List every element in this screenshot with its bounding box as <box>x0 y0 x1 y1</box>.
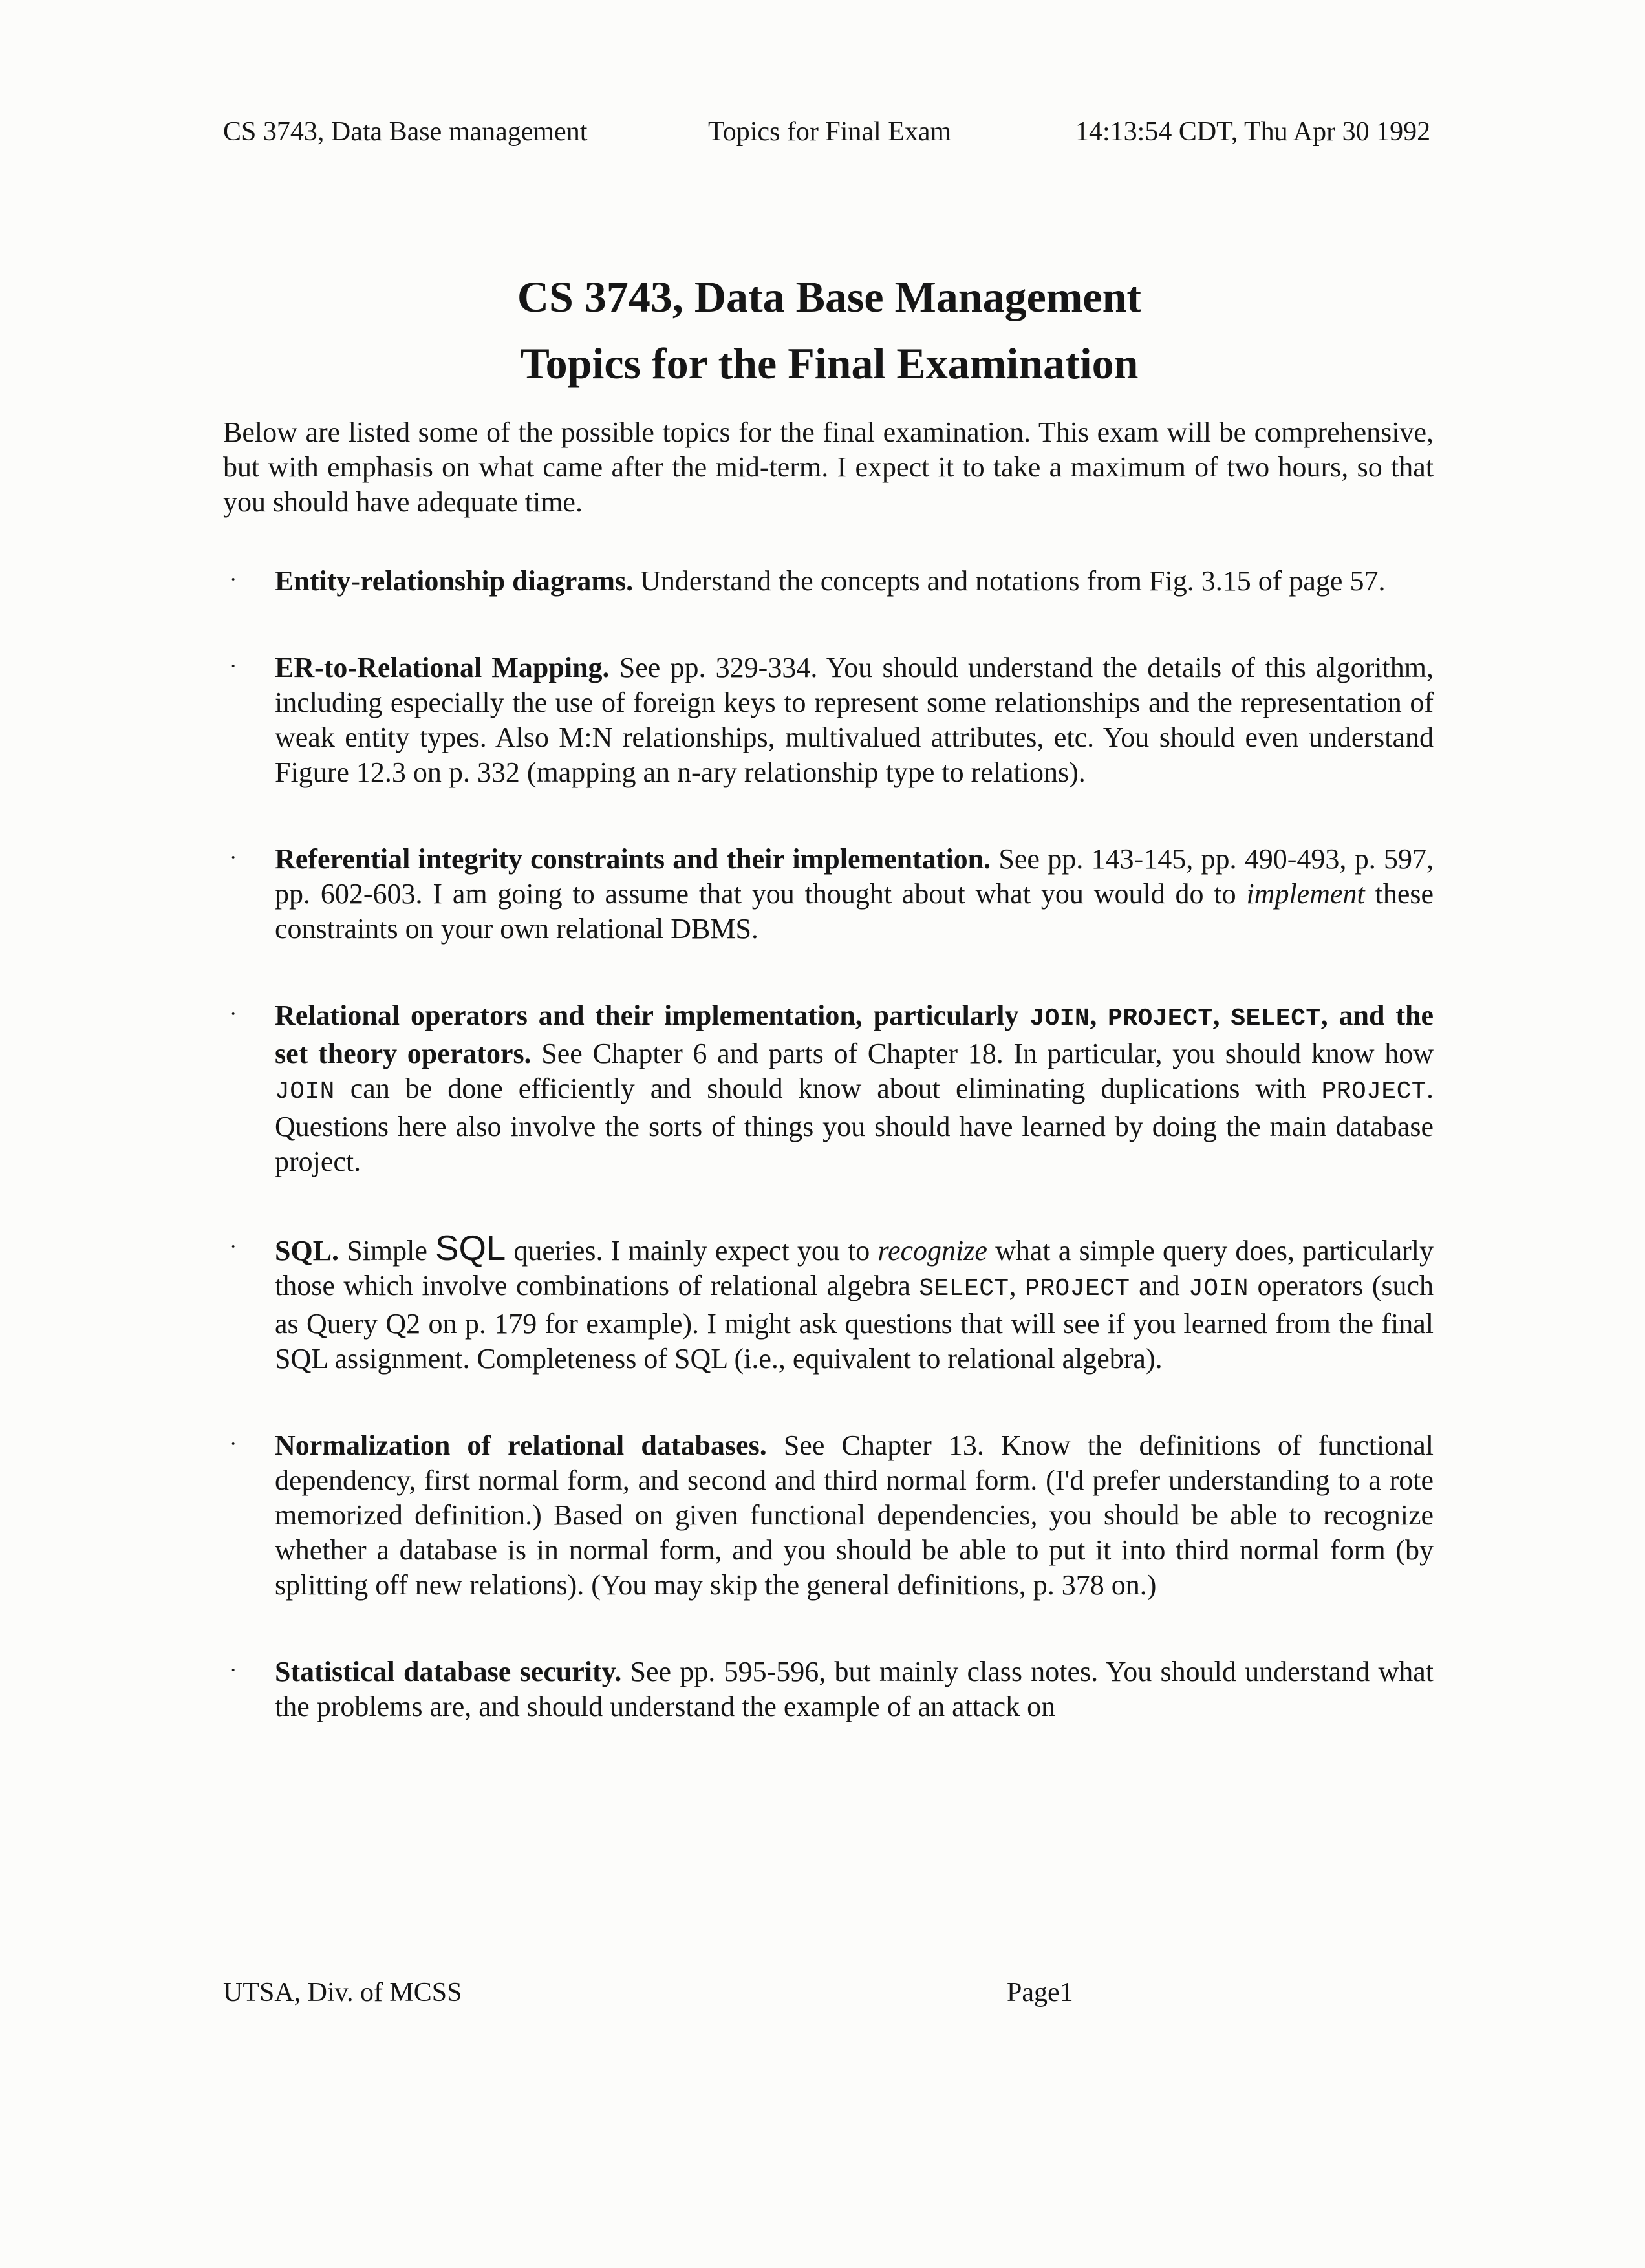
text-segment: JOIN <box>1029 1005 1090 1032</box>
topic-text <box>275 564 1434 599</box>
topic-item <box>223 1654 1434 1724</box>
topic-text <box>275 998 1434 1179</box>
text-segment: . Questions here also involve the sorts of things you should have learned by doing the main database project. <box>275 1073 1434 1177</box>
text-segment: JOIN <box>1188 1275 1249 1303</box>
header-course: CS 3743, Data Base management <box>223 117 588 147</box>
text-segment: SQL. <box>275 1235 339 1267</box>
text-segment: SELECT <box>919 1275 1009 1303</box>
topic-item <box>223 564 1434 599</box>
text-segment: Simple <box>339 1235 436 1267</box>
topic-item <box>223 1228 1434 1376</box>
text-segment: Relational operators and their implementation, particularly <box>275 1000 1030 1031</box>
text-segment: what a simple query does, particularly those which involve combinations of relational algebra <box>275 1235 1434 1301</box>
topic-item <box>223 998 1434 1179</box>
text-segment: these constraints on your own relational DBMS. <box>275 878 1434 945</box>
text-segment: See pp. 329-334. You should understand the details of this algorithm, including especially the use of foreign keys to represent some relationships and the representation of weak entity types. Also M:N relationships, multivalued attributes, etc. You should even understand Figure 12.3 on p. 332 (mapping an n-ary relationship type to relations). <box>275 652 1434 788</box>
text-segment: Statistical database security. <box>275 1656 622 1687</box>
title-line-1: CS 3743, Data Base Management <box>517 272 1142 321</box>
text-segment: Referential integrity constraints and their implementation. <box>275 843 991 875</box>
bullet-icon: · <box>230 654 237 678</box>
header-subject: Topics for Final Exam <box>708 117 952 147</box>
text-segment: and <box>1130 1270 1189 1301</box>
topic-item <box>223 1428 1434 1603</box>
page-header <box>223 116 1490 150</box>
header-timestamp: 14:13:54 CDT, Thu Apr 30 1992 <box>1075 117 1431 147</box>
intro-paragraph: Below are listed some of the possible topics for the final examination. This exam will be comprehensive, but with emphasis on what came after the mid-term. I expect it to take a maximum of two hours, so that you should have adequate time. <box>223 416 1434 518</box>
text-segment: PROJECT <box>1108 1005 1213 1032</box>
bullet-icon: · <box>230 1235 237 1259</box>
page-footer <box>223 1977 1490 2011</box>
document-title <box>223 264 1435 397</box>
text-segment: Normalization of relational databases. <box>275 1429 767 1461</box>
text-segment: , and the set theory operators. <box>275 1000 1434 1069</box>
text-segment: PROJECT <box>1321 1078 1426 1106</box>
title-line-2: Topics for the Final Examination <box>520 339 1139 388</box>
bullet-icon: · <box>230 568 237 592</box>
text-segment: , <box>1212 1000 1231 1031</box>
text-segment: See pp. 143-145, pp. 490-493, p. 597, pp. 602-603. I am going to assume that you thought about what you would do to <box>275 843 1434 910</box>
text-segment: , <box>1090 1000 1108 1031</box>
text-segment: operators (such as Query Q2 on p. 179 for example). I might ask questions that will see if you learned from the final SQL assignment. Completeness of SQL (i.e., equivalent to relational algebra). <box>275 1270 1434 1375</box>
topic-text <box>275 842 1434 947</box>
text-segment: , <box>1009 1270 1026 1301</box>
text-segment: Understand the concepts and notations from Fig. 3.15 of page 57. <box>633 565 1386 597</box>
text-segment: PROJECT <box>1025 1275 1130 1303</box>
topic-item <box>223 842 1434 947</box>
bullet-icon: · <box>230 1002 237 1026</box>
text-segment: See pp. 595-596, but mainly class notes. You should understand what the problems are, and should understand the example of an attack on <box>275 1656 1434 1722</box>
bullet-icon: · <box>230 846 237 870</box>
text-segment: queries. I mainly expect you to <box>506 1235 878 1267</box>
text-segment: SELECT <box>1231 1005 1321 1032</box>
text-segment: recognize <box>877 1235 987 1267</box>
text-segment: See Chapter 6 and parts of Chapter 18. In particular, you should know how <box>531 1038 1434 1069</box>
bullet-icon: · <box>230 1432 237 1456</box>
topics-list <box>223 564 1434 1776</box>
topic-item <box>223 650 1434 790</box>
bullet-icon: · <box>230 1658 237 1682</box>
text-segment: JOIN <box>275 1078 335 1106</box>
text-segment: See Chapter 13. Know the definitions of functional dependency, first normal form, and second and third normal form. (I'd prefer understanding to a rote memorized definition.) Based on given functional dependencies, you should be able to recognize whether a database is in normal form, and you should be able to put it into third normal form (by splitting off new relations). (You may skip the general definitions, p. 378 on.) <box>275 1429 1434 1601</box>
text-segment: ER-to-Relational Mapping. <box>275 652 610 683</box>
footer-page-number: Page1 <box>1007 1978 1073 2007</box>
footer-organization: UTSA, Div. of MCSS <box>223 1978 462 2007</box>
topic-text <box>275 1428 1434 1603</box>
text-segment: can be done efficiently and should know about eliminating duplications with <box>334 1073 1322 1104</box>
text-segment: implement <box>1246 878 1365 910</box>
topic-text <box>275 1654 1434 1724</box>
topic-text <box>275 650 1434 790</box>
topic-text <box>275 1228 1434 1376</box>
text-segment: Entity-relationship diagrams. <box>275 565 634 597</box>
text-segment: SQL <box>435 1228 506 1268</box>
